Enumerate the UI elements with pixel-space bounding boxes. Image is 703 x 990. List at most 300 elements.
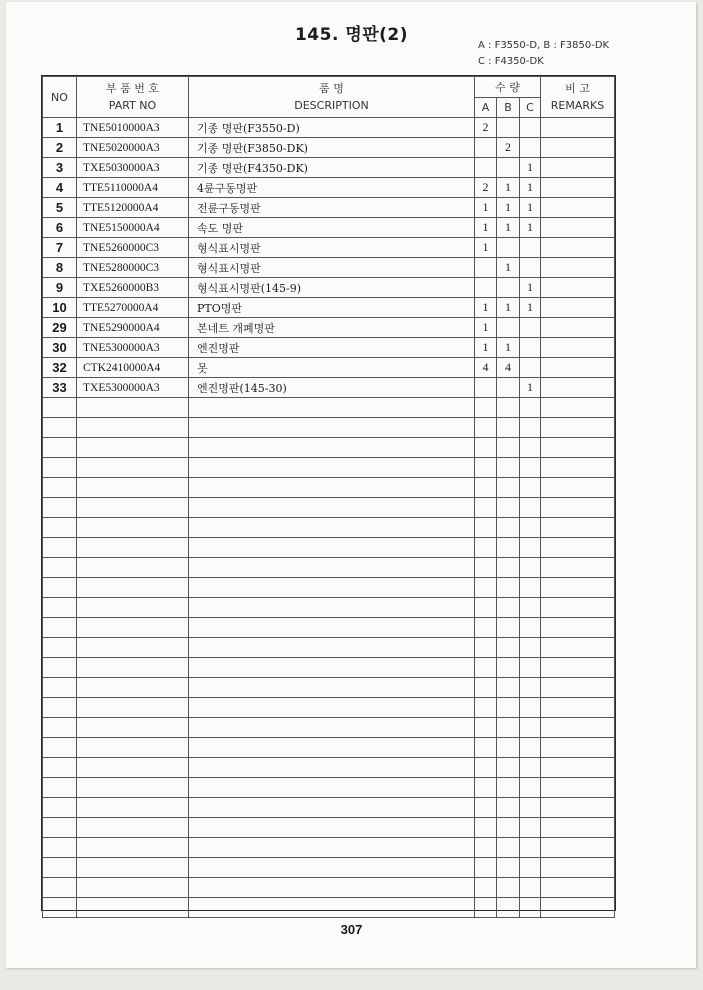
header-qty-a: A (475, 98, 497, 118)
empty-cell (77, 578, 189, 598)
row-part-no: TXE5300000A3 (77, 378, 189, 398)
empty-cell (520, 758, 541, 778)
parts-table-body (43, 118, 615, 918)
row-no: 2 (43, 138, 77, 158)
empty-cell (475, 738, 497, 758)
row-no: 32 (43, 358, 77, 378)
empty-cell (43, 538, 77, 558)
empty-cell (43, 698, 77, 718)
empty-cell (475, 698, 497, 718)
empty-cell (77, 698, 189, 718)
row-qty-b (497, 238, 520, 258)
row-part-no: TNE5260000C3 (77, 238, 189, 258)
empty-cell (189, 498, 475, 518)
row-qty-a (475, 378, 497, 398)
empty-cell (497, 718, 520, 738)
empty-cell (520, 838, 541, 858)
empty-cell (77, 538, 189, 558)
row-no: 4 (43, 178, 77, 198)
row-part-no: TTE5270000A4 (77, 298, 189, 318)
empty-cell (43, 558, 77, 578)
empty-table-row (43, 758, 615, 778)
empty-cell (497, 498, 520, 518)
table-row (43, 358, 615, 378)
empty-cell (475, 678, 497, 698)
empty-cell (189, 838, 475, 858)
row-part-no: TXE5030000A3 (77, 158, 189, 178)
empty-cell (43, 718, 77, 738)
empty-table-row (43, 818, 615, 838)
row-qty-a: 1 (475, 298, 497, 318)
header-quantity: 수 량 (475, 77, 541, 98)
row-remarks (541, 338, 615, 358)
empty-cell (43, 598, 77, 618)
empty-cell (189, 598, 475, 618)
empty-cell (475, 578, 497, 598)
empty-cell (43, 858, 77, 878)
table-row (43, 218, 615, 238)
row-no: 29 (43, 318, 77, 338)
row-qty-a (475, 158, 497, 178)
row-description: 형식표시명판 (189, 238, 475, 258)
empty-cell (520, 398, 541, 418)
row-qty-c (520, 318, 541, 338)
empty-table-row (43, 478, 615, 498)
empty-cell (475, 858, 497, 878)
empty-cell (541, 818, 615, 838)
row-remarks (541, 278, 615, 298)
row-qty-a: 1 (475, 338, 497, 358)
empty-cell (43, 778, 77, 798)
row-qty-c: 1 (520, 278, 541, 298)
row-qty-b (497, 278, 520, 298)
empty-cell (541, 838, 615, 858)
row-description: 형식표시명판 (189, 258, 475, 278)
empty-table-row (43, 878, 615, 898)
parts-table-frame (41, 75, 616, 911)
row-no: 30 (43, 338, 77, 358)
row-qty-c (520, 138, 541, 158)
row-no: 5 (43, 198, 77, 218)
row-qty-a: 2 (475, 178, 497, 198)
empty-cell (77, 758, 189, 778)
empty-cell (520, 458, 541, 478)
empty-cell (497, 818, 520, 838)
table-row (43, 378, 615, 398)
empty-cell (520, 878, 541, 898)
empty-cell (475, 658, 497, 678)
empty-cell (541, 418, 615, 438)
row-description: 못 (189, 358, 475, 378)
header-remarks-en: REMARKS (550, 99, 605, 112)
empty-cell (189, 458, 475, 478)
empty-cell (43, 518, 77, 538)
empty-table-row (43, 438, 615, 458)
empty-cell (43, 438, 77, 458)
empty-cell (497, 798, 520, 818)
table-row (43, 238, 615, 258)
table-row (43, 278, 615, 298)
empty-cell (475, 758, 497, 778)
row-qty-c: 1 (520, 298, 541, 318)
empty-cell (189, 438, 475, 458)
empty-cell (43, 758, 77, 778)
empty-cell (77, 398, 189, 418)
empty-cell (475, 878, 497, 898)
header-part-no-ko: 부 품 번 호 (106, 82, 159, 95)
header-qty-b: B (497, 98, 520, 118)
row-qty-b: 1 (497, 198, 520, 218)
empty-cell (189, 738, 475, 758)
empty-cell (189, 678, 475, 698)
row-remarks (541, 158, 615, 178)
row-remarks (541, 298, 615, 318)
empty-cell (541, 438, 615, 458)
empty-cell (497, 778, 520, 798)
empty-table-row (43, 558, 615, 578)
table-row (43, 338, 615, 358)
empty-table-row (43, 498, 615, 518)
row-qty-b (497, 158, 520, 178)
empty-cell (520, 798, 541, 818)
empty-cell (475, 798, 497, 818)
empty-cell (541, 698, 615, 718)
empty-table-row (43, 698, 615, 718)
empty-cell (541, 538, 615, 558)
row-qty-c: 1 (520, 158, 541, 178)
empty-cell (475, 518, 497, 538)
empty-table-row (43, 638, 615, 658)
empty-cell (497, 838, 520, 858)
empty-cell (475, 638, 497, 658)
empty-cell (77, 478, 189, 498)
row-part-no: TNE5300000A3 (77, 338, 189, 358)
row-part-no: TNE5150000A4 (77, 218, 189, 238)
empty-table-row (43, 718, 615, 738)
empty-cell (541, 658, 615, 678)
empty-cell (541, 898, 615, 918)
empty-cell (497, 478, 520, 498)
empty-cell (43, 458, 77, 478)
empty-cell (497, 658, 520, 678)
empty-cell (497, 598, 520, 618)
empty-cell (77, 518, 189, 538)
empty-cell (189, 478, 475, 498)
empty-cell (189, 398, 475, 418)
empty-cell (520, 658, 541, 678)
header-remarks-ko: 비 고 (565, 82, 590, 95)
row-no: 9 (43, 278, 77, 298)
row-part-no: TNE5020000A3 (77, 138, 189, 158)
empty-cell (43, 678, 77, 698)
empty-cell (497, 638, 520, 658)
empty-cell (77, 778, 189, 798)
header-part-no (77, 77, 189, 118)
row-description: 엔진명판 (189, 338, 475, 358)
empty-cell (43, 658, 77, 678)
empty-cell (43, 478, 77, 498)
empty-table-row (43, 898, 615, 918)
empty-cell (77, 678, 189, 698)
empty-cell (189, 718, 475, 738)
row-qty-b (497, 118, 520, 138)
empty-cell (189, 418, 475, 438)
row-description: 본네트 개폐명판 (189, 318, 475, 338)
empty-cell (475, 818, 497, 838)
empty-cell (189, 538, 475, 558)
empty-table-row (43, 458, 615, 478)
empty-cell (497, 678, 520, 698)
row-description: 기종 명판(F4350-DK) (189, 158, 475, 178)
header-description (189, 77, 475, 118)
row-qty-c (520, 118, 541, 138)
empty-cell (189, 698, 475, 718)
row-no: 3 (43, 158, 77, 178)
row-no: 6 (43, 218, 77, 238)
empty-table-row (43, 538, 615, 558)
empty-cell (475, 398, 497, 418)
empty-cell (189, 758, 475, 778)
empty-cell (77, 818, 189, 838)
row-qty-a: 1 (475, 198, 497, 218)
row-qty-b: 1 (497, 178, 520, 198)
row-qty-b: 1 (497, 298, 520, 318)
page-title: 145. 명판(2) (294, 25, 409, 45)
empty-cell (541, 478, 615, 498)
header-qty-c: C (520, 98, 541, 118)
empty-cell (497, 618, 520, 638)
empty-cell (520, 738, 541, 758)
empty-table-row (43, 398, 615, 418)
empty-cell (497, 758, 520, 778)
empty-cell (497, 878, 520, 898)
row-remarks (541, 358, 615, 378)
empty-cell (520, 858, 541, 878)
row-no: 7 (43, 238, 77, 258)
row-qty-a (475, 138, 497, 158)
empty-cell (475, 718, 497, 738)
empty-cell (43, 738, 77, 758)
row-description: PTO명판 (189, 298, 475, 318)
header-no: NO (43, 77, 77, 118)
empty-cell (541, 758, 615, 778)
empty-cell (43, 418, 77, 438)
row-part-no: TNE5290000A4 (77, 318, 189, 338)
empty-cell (77, 838, 189, 858)
table-row (43, 118, 615, 138)
parts-table (42, 76, 615, 918)
empty-cell (497, 858, 520, 878)
empty-cell (43, 618, 77, 638)
row-qty-a: 4 (475, 358, 497, 378)
empty-table-row (43, 658, 615, 678)
row-part-no: TTE5110000A4 (77, 178, 189, 198)
row-qty-c (520, 358, 541, 378)
empty-cell (520, 818, 541, 838)
row-qty-c (520, 258, 541, 278)
empty-cell (77, 498, 189, 518)
row-qty-c (520, 238, 541, 258)
empty-cell (475, 458, 497, 478)
empty-cell (541, 798, 615, 818)
empty-cell (77, 718, 189, 738)
empty-cell (189, 818, 475, 838)
row-description: 4륜구동명판 (189, 178, 475, 198)
empty-table-row (43, 678, 615, 698)
header-description-en: DESCRIPTION (294, 99, 369, 112)
empty-cell (77, 878, 189, 898)
empty-cell (475, 898, 497, 918)
empty-table-row (43, 418, 615, 438)
empty-cell (520, 778, 541, 798)
empty-cell (475, 618, 497, 638)
empty-cell (77, 898, 189, 918)
empty-cell (541, 558, 615, 578)
empty-cell (475, 838, 497, 858)
empty-cell (497, 578, 520, 598)
empty-cell (520, 418, 541, 438)
empty-cell (475, 418, 497, 438)
empty-cell (497, 738, 520, 758)
empty-cell (541, 398, 615, 418)
empty-cell (541, 498, 615, 518)
row-part-no: CTK2410000A4 (77, 358, 189, 378)
empty-cell (520, 498, 541, 518)
empty-cell (189, 638, 475, 658)
empty-cell (189, 578, 475, 598)
row-qty-b: 4 (497, 358, 520, 378)
empty-cell (475, 558, 497, 578)
row-description: 전륜구동명판 (189, 198, 475, 218)
row-part-no: TXE5260000B3 (77, 278, 189, 298)
empty-cell (77, 738, 189, 758)
empty-cell (77, 618, 189, 638)
empty-cell (541, 718, 615, 738)
row-qty-a (475, 258, 497, 278)
empty-cell (189, 618, 475, 638)
empty-table-row (43, 798, 615, 818)
model-legend-line-2: C : F4350-DK (478, 56, 544, 67)
empty-cell (77, 798, 189, 818)
table-row (43, 158, 615, 178)
row-qty-b: 1 (497, 218, 520, 238)
row-qty-c: 1 (520, 178, 541, 198)
empty-cell (497, 438, 520, 458)
empty-cell (77, 558, 189, 578)
empty-cell (520, 578, 541, 598)
row-no: 1 (43, 118, 77, 138)
empty-cell (43, 878, 77, 898)
empty-cell (475, 478, 497, 498)
table-row (43, 198, 615, 218)
empty-cell (520, 898, 541, 918)
empty-cell (43, 798, 77, 818)
row-remarks (541, 198, 615, 218)
empty-cell (520, 478, 541, 498)
empty-cell (475, 778, 497, 798)
row-remarks (541, 178, 615, 198)
empty-cell (475, 498, 497, 518)
row-no: 10 (43, 298, 77, 318)
empty-cell (520, 518, 541, 538)
row-part-no: TNE5280000C3 (77, 258, 189, 278)
table-row (43, 138, 615, 158)
empty-cell (475, 438, 497, 458)
empty-cell (189, 778, 475, 798)
empty-cell (189, 658, 475, 678)
row-qty-c (520, 338, 541, 358)
empty-cell (541, 458, 615, 478)
row-qty-b (497, 378, 520, 398)
empty-cell (77, 858, 189, 878)
row-qty-b (497, 318, 520, 338)
empty-cell (189, 878, 475, 898)
empty-cell (497, 898, 520, 918)
empty-cell (189, 558, 475, 578)
empty-cell (497, 398, 520, 418)
empty-cell (475, 538, 497, 558)
empty-cell (541, 858, 615, 878)
header-part-no-en: PART NO (108, 99, 157, 112)
empty-cell (541, 518, 615, 538)
empty-cell (541, 618, 615, 638)
header-remarks (541, 77, 615, 118)
empty-cell (497, 418, 520, 438)
table-row (43, 318, 615, 338)
row-qty-a: 1 (475, 318, 497, 338)
empty-cell (189, 798, 475, 818)
row-description: 엔진명판(145-30) (189, 378, 475, 398)
empty-cell (520, 538, 541, 558)
empty-cell (520, 438, 541, 458)
empty-cell (541, 638, 615, 658)
empty-cell (497, 698, 520, 718)
empty-cell (541, 778, 615, 798)
row-qty-c: 1 (520, 198, 541, 218)
row-qty-a: 2 (475, 118, 497, 138)
empty-cell (77, 598, 189, 618)
empty-cell (43, 898, 77, 918)
empty-table-row (43, 578, 615, 598)
empty-cell (541, 738, 615, 758)
row-remarks (541, 138, 615, 158)
row-qty-b: 1 (497, 258, 520, 278)
empty-cell (77, 418, 189, 438)
row-remarks (541, 238, 615, 258)
empty-table-row (43, 838, 615, 858)
empty-table-row (43, 518, 615, 538)
empty-cell (43, 818, 77, 838)
empty-cell (497, 518, 520, 538)
empty-table-row (43, 598, 615, 618)
empty-cell (189, 518, 475, 538)
empty-cell (189, 858, 475, 878)
table-row (43, 178, 615, 198)
empty-cell (541, 878, 615, 898)
row-qty-b: 1 (497, 338, 520, 358)
row-qty-a: 1 (475, 218, 497, 238)
empty-cell (43, 838, 77, 858)
row-qty-a: 1 (475, 238, 497, 258)
empty-cell (520, 638, 541, 658)
table-row (43, 258, 615, 278)
row-qty-a (475, 278, 497, 298)
empty-cell (520, 698, 541, 718)
row-description: 기종 명판(F3550-D) (189, 118, 475, 138)
empty-cell (520, 678, 541, 698)
row-remarks (541, 258, 615, 278)
empty-cell (541, 678, 615, 698)
